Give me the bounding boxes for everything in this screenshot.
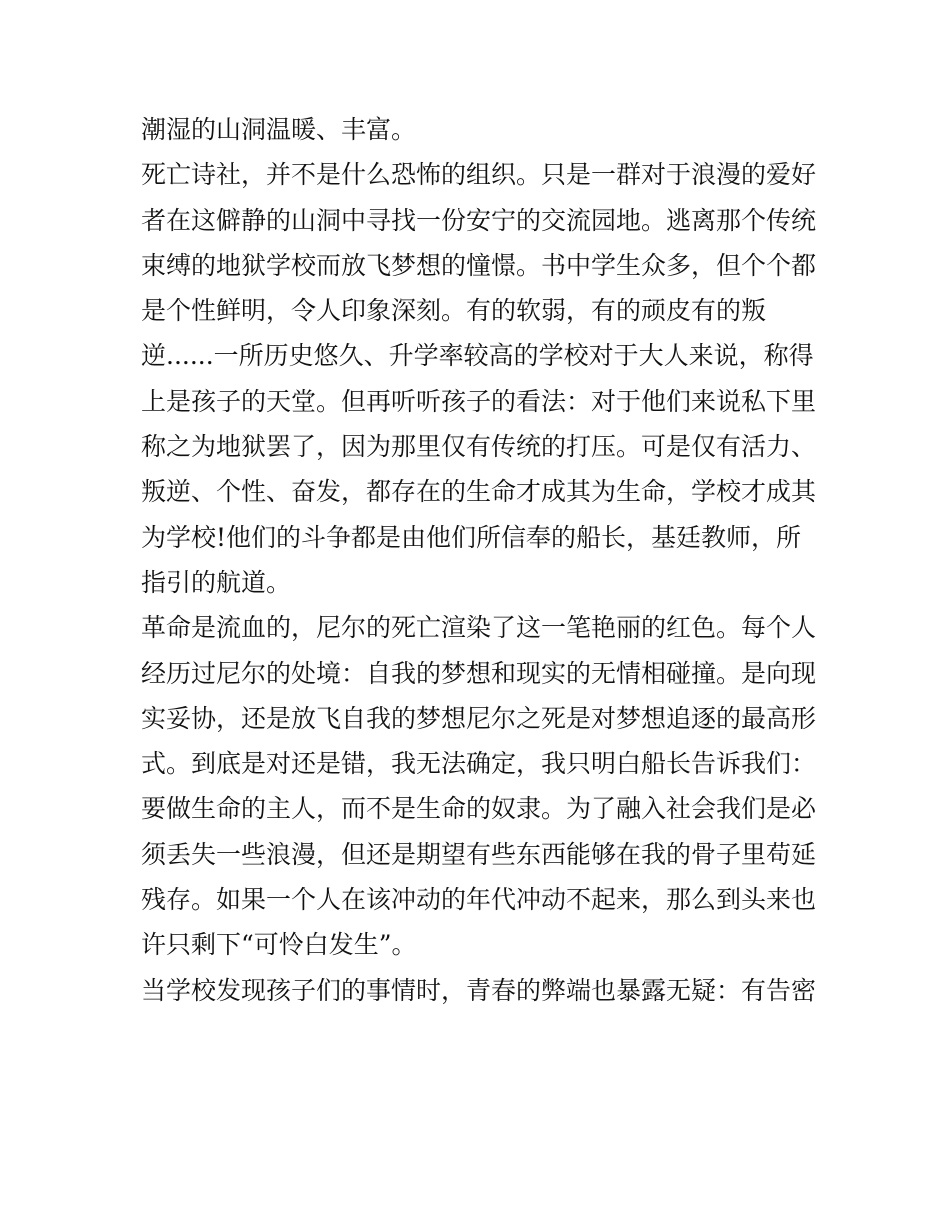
text-line-1: 潮湿的山洞温暖、丰富。 xyxy=(141,115,417,144)
text-line-14: 实妥协，还是放飞自我的梦想尼尔之死是对梦想追逐的最高形 xyxy=(141,703,817,733)
text-line-13: 经历过尼尔的处境：自我的梦想和现实的无情相碰撞。是向现 xyxy=(141,658,817,688)
text-line-3: 者在这僻静的山洞中寻找一份安宁的交流园地。逃离那个传统 xyxy=(141,205,817,235)
text-line-2: 死亡诗社，并不是什么恐怖的组织。只是一群对于浪漫的爱好 xyxy=(141,160,817,190)
body-text xyxy=(141,107,821,1013)
text-line-16: 要做生命的主人，而不是生命的奴隶。为了融入社会我们是必 xyxy=(141,794,817,824)
text-line-4: 束缚的地狱学校而放飞梦想的憧憬。书中学生众多，但个个都 xyxy=(141,250,817,280)
text-line-11: 指引的航道。 xyxy=(141,567,292,597)
text-line-15: 式。到底是对还是错，我无法确定，我只明白船长告诉我们： xyxy=(141,749,817,779)
text-line-9: 叛逆、个性、奋发，都存在的生命才成其为生命，学校才成其 xyxy=(141,477,817,507)
text-line-6: 逆......一所历史悠久、升学率较高的学校对于大人来说，称得 xyxy=(141,341,814,371)
text-line-18: 残存。如果一个人在该冲动的年代冲动不起来，那么到头来也 xyxy=(141,885,817,915)
text-line-7: 上是孩子的天堂。但再听听孩子的看法：对于他们来说私下里 xyxy=(141,386,817,416)
text-line-12: 革命是流血的，尼尔的死亡渲染了这一笔艳丽的红色。每个人 xyxy=(141,613,817,643)
text-line-19: 许只剩下“可怜白发生”。 xyxy=(141,930,417,960)
text-line-17: 须丢失一些浪漫，但还是期望有些东西能够在我的骨子里苟延 xyxy=(141,839,817,869)
text-line-10: 为学校!他们的斗争都是由他们所信奉的船长，基廷教师，所 xyxy=(141,522,802,552)
text-line-20: 当学校发现孩子们的事情时，青春的弊端也暴露无疑：有告密 xyxy=(141,975,817,1005)
text-line-5: 是个性鲜明，令人印象深刻。有的软弱，有的顽皮有的叛 xyxy=(141,296,767,326)
text-line-8: 称之为地狱罢了，因为那里仅有传统的打压。可是仅有活力、 xyxy=(141,432,817,462)
